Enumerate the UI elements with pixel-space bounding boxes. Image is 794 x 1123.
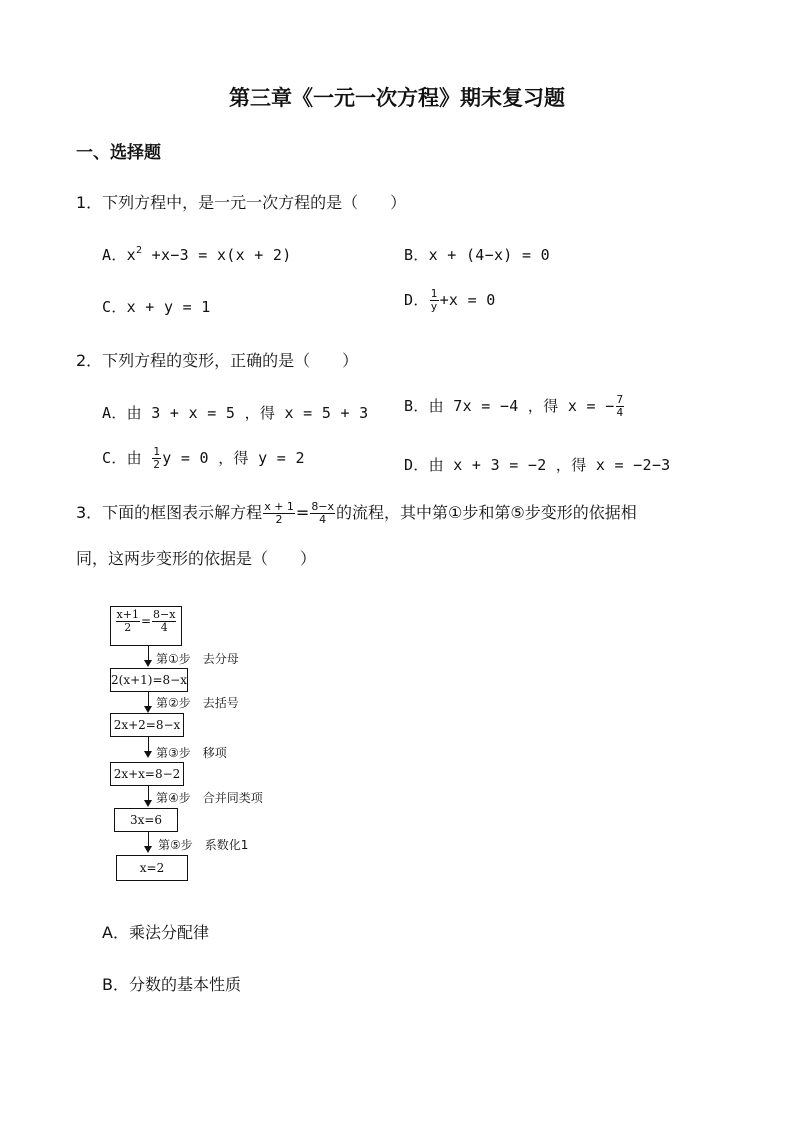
section-heading: 一、选择题: [76, 143, 161, 163]
flow-box-6: x=2: [116, 855, 188, 881]
fraction-denominator: 4: [319, 513, 327, 526]
q1-option-c: C．x + y = 1: [102, 298, 211, 316]
fraction-numerator: 7: [616, 393, 624, 406]
q2-option-d: D．由 x + 3 = −2 ，得 x = −2−3: [404, 456, 671, 474]
question-1-stem: 1．下列方程中，是一元一次方程的是（ ）: [76, 193, 407, 212]
q2-option-c: [102, 446, 305, 471]
q3-stem-pre: 3．下面的框图表示解方程: [76, 503, 263, 522]
flow-fraction-right: [152, 609, 176, 634]
q2-option-c-pre: C．由: [102, 449, 152, 467]
fraction-denominator: 4: [160, 621, 168, 634]
fraction-denominator: 4: [616, 406, 624, 419]
flow-step-3: 第③步 移项: [156, 746, 227, 760]
fraction-denominator: 2: [275, 513, 283, 526]
flow-arrow-3-line: [148, 737, 149, 751]
question-2-stem: 2．下列方程的变形，正确的是（ ）: [76, 351, 359, 370]
flow-arrow-5-line: [148, 832, 149, 846]
fraction-denominator: 2: [124, 621, 132, 634]
flow-arrow-2-line: [148, 692, 149, 706]
flow-arrow-4-line: [148, 786, 149, 800]
flow-arrow-3-head: [144, 751, 152, 758]
flow-box-1-equals: =: [140, 614, 152, 628]
q1-option-a-pre: A．x: [102, 246, 136, 264]
solution-flowchart: [100, 598, 300, 888]
q2-option-b-pre: B．由 7x = −4 ，得 x = −: [404, 397, 615, 415]
flow-arrow-4-head: [144, 800, 152, 807]
flow-box-5: 3x=6: [114, 808, 178, 832]
page-title: 第三章《一元一次方程》期末复习题: [229, 86, 565, 110]
q2-option-b: [404, 394, 625, 419]
flow-box-1: [110, 606, 182, 646]
fraction-numerator: 1: [153, 445, 161, 458]
flow-step-2: 第②步 去括号: [156, 696, 239, 710]
flow-step-4: 第④步 合并同类项: [156, 791, 263, 805]
flow-box-2: 2(x+1)=8−x: [110, 668, 188, 692]
q1-option-d: [404, 288, 496, 313]
flow-arrow-1-head: [144, 660, 152, 667]
fraction-denominator: y: [430, 300, 438, 313]
flow-arrow-2-head: [144, 706, 152, 713]
fraction-numerator: 1: [430, 287, 438, 300]
fraction-numerator: x + 1: [264, 500, 294, 513]
q3-equals: =: [295, 503, 310, 522]
flow-step-1: 第①步 去分母: [156, 652, 239, 666]
q2-option-c-post: y = 0 ，得 y = 2: [162, 449, 305, 467]
fraction-denominator: 2: [153, 458, 161, 471]
q3-option-b: B．分数的基本性质: [102, 975, 241, 994]
fraction-1-over-2: [152, 446, 161, 471]
flow-box-4: 2x+x=8−2: [110, 762, 184, 786]
question-3-stem: [76, 500, 637, 526]
flow-fraction-left: [116, 609, 140, 634]
question-3-stem-line2: 同，这两步变形的依据是（ ）: [76, 549, 317, 568]
q1-option-d-post: +x = 0: [439, 291, 496, 309]
fraction-8-minus-x-over-4: [310, 501, 335, 526]
q1-option-b: B．x + (4−x) = 0: [404, 246, 550, 264]
q3-stem-post: 的流程，其中第①步和第⑤步变形的依据相: [336, 503, 637, 522]
fraction-1-over-y: [430, 288, 439, 313]
flow-box-3: 2x+2=8−x: [110, 713, 184, 737]
flow-arrow-1-line: [148, 646, 149, 660]
flow-arrow-5-head: [144, 846, 152, 853]
flow-step-5: 第⑤步 系数化1: [158, 838, 249, 852]
q3-option-a: A．乘法分配律: [102, 923, 209, 942]
fraction-numerator: 8−x: [311, 500, 335, 513]
q1-option-d-pre: D．: [404, 291, 429, 309]
fraction-7-over-4: [616, 394, 625, 419]
q1-option-a: [102, 244, 292, 265]
fraction-numerator: x+1: [116, 608, 139, 621]
q1-option-a-exponent: 2: [135, 245, 143, 256]
fraction-x-plus-1-over-2: [263, 501, 295, 526]
q2-option-a: A．由 3 + x = 5 ，得 x = 5 + 3: [102, 404, 369, 422]
q1-option-a-post: +x−3 = x(x + 2): [142, 246, 292, 264]
fraction-numerator: 8−x: [153, 608, 176, 621]
